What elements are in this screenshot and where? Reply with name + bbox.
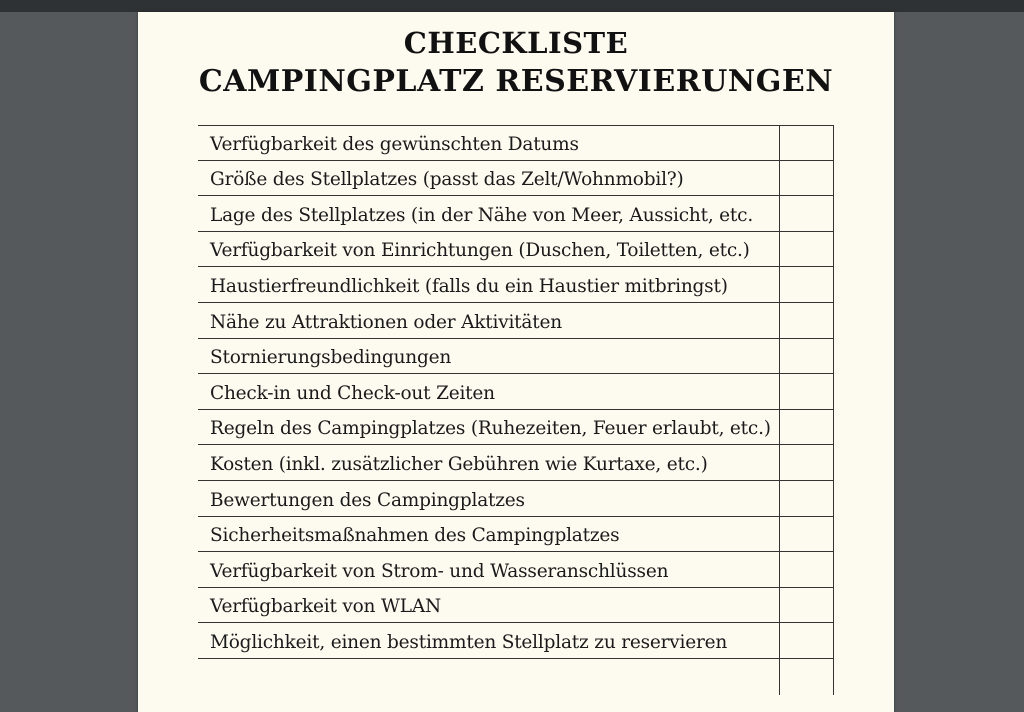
checklist-row [198, 125, 834, 161]
checklist-checkbox[interactable] [779, 480, 834, 516]
checklist-item-text: Kosten (inkl. zusätzlicher Gebühren wie Kurtaxe, etc.) [210, 453, 708, 475]
checklist-checkbox[interactable] [779, 409, 834, 445]
checklist-item-text: Stornierungsbedingungen [210, 347, 452, 369]
checklist-checkbox[interactable] [779, 551, 834, 587]
checklist-checkbox[interactable] [779, 160, 834, 196]
checklist-checkbox[interactable] [779, 516, 834, 552]
checklist-checkbox[interactable] [779, 302, 834, 338]
checklist-row [198, 232, 834, 268]
document-title: CHECKLISTE [403, 26, 629, 60]
checklist-item-text: Verfügbarkeit von Einrichtungen (Duschen, Toiletten, etc.) [210, 240, 750, 262]
checklist-item-text: Check-in und Check-out Zeiten [210, 382, 495, 404]
checklist-row [198, 196, 834, 232]
checklist-checkbox[interactable] [779, 338, 834, 374]
checklist-item-text: Haustierfreundlichkeit (falls du ein Haustier mitbringst) [210, 275, 728, 297]
checklist-checkbox[interactable] [779, 622, 834, 658]
checklist-row [198, 445, 834, 481]
checklist-item-text: Verfügbarkeit von WLAN [210, 596, 441, 618]
checklist-item-text: Verfügbarkeit des gewünschten Datums [210, 133, 579, 155]
checklist-checkbox[interactable] [779, 587, 834, 623]
checklist-row [198, 339, 834, 375]
document-page [138, 12, 894, 712]
checklist-row [198, 552, 834, 588]
checklist-row-empty [198, 659, 834, 695]
document-subtitle: CAMPINGPLATZ RESERVIERUNGEN [198, 64, 834, 99]
checklist-checkbox[interactable] [779, 658, 834, 695]
checklist-row [198, 481, 834, 517]
checklist-row [198, 161, 834, 197]
checklist-row [198, 623, 834, 659]
checklist-row [198, 374, 834, 410]
checklist-item-text: Verfügbarkeit von Strom- und Wasseranschlüssen [210, 560, 669, 582]
checklist-table [198, 125, 834, 695]
checklist-item-text: Nähe zu Attraktionen oder Aktivitäten [210, 311, 562, 333]
viewer-top-bar [0, 0, 1024, 12]
checklist-checkbox[interactable] [779, 231, 834, 267]
checklist-row [198, 517, 834, 553]
checklist-checkbox[interactable] [779, 444, 834, 480]
checklist-checkbox[interactable] [779, 195, 834, 231]
checklist-item-text: Größe des Stellplatzes (passt das Zelt/Wohnmobil?) [210, 169, 684, 191]
checklist-item-text: Sicherheitsmaßnahmen des Campingplatzes [210, 525, 620, 547]
checklist-item-text: Regeln des Campingplatzes (Ruhezeiten, Feuer erlaubt, etc.) [210, 418, 771, 440]
checklist-row [198, 588, 834, 624]
checklist-item-text: Bewertungen des Campingplatzes [210, 489, 525, 511]
checklist-checkbox[interactable] [779, 373, 834, 409]
checklist-item-text: Lage des Stellplatzes (in der Nähe von Meer, Aussicht, etc. [210, 204, 754, 226]
checklist-checkbox[interactable] [779, 125, 834, 160]
checklist-row [198, 267, 834, 303]
checklist-row [198, 410, 834, 446]
checklist-checkbox[interactable] [779, 266, 834, 302]
checklist-row [198, 303, 834, 339]
checklist-item-text: Möglichkeit, einen bestimmten Stellplatz zu reservieren [210, 631, 728, 653]
